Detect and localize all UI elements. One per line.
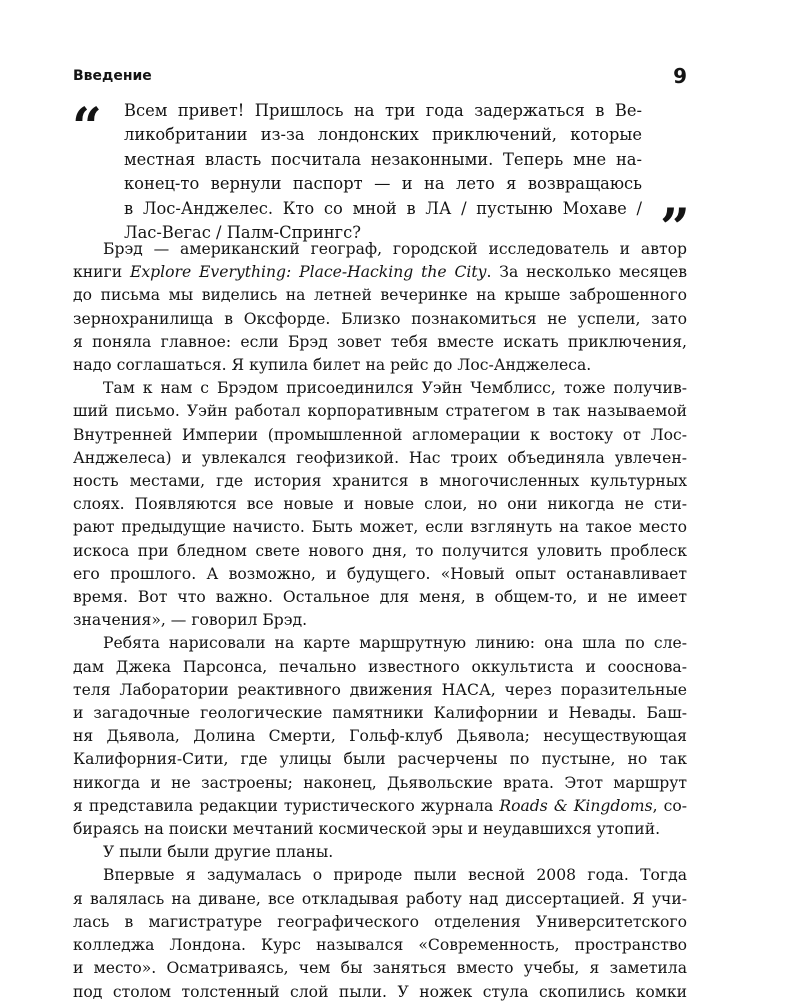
- text-line: Ребята нарисовали на карте маршрутную линию: она шла по сле-: [103, 634, 687, 653]
- quote-line: Всем привет! Пришлось на три года задержаться в Ве-: [124, 101, 642, 120]
- text-line: под столом толстенный слой пыли. У ножек стула скопились комки: [73, 982, 687, 1001]
- text-line: Калифорния-Сити, где улицы были расчерчены по пустыне, но так: [73, 750, 687, 769]
- quote-line: местная власть посчитала незаконными. Теперь мне на-: [124, 149, 642, 169]
- text-line: я представила редакции туристического журнала Roads & Kingdoms, со-: [73, 796, 687, 815]
- text-line: слоях. Появляются все новые и новые слои, но они никогда не сти-: [73, 495, 687, 514]
- text-line: бираясь на поиски мечтаний космической эры и неудавшихся утопий.: [73, 820, 661, 839]
- text-line: теля Лаборатории реактивного движения НАСА, через поразительные: [73, 680, 687, 699]
- text-line: значения», — говорил Брэд.: [73, 611, 308, 630]
- text-line: искоса при бледном свете нового дня, то получится уловить проблеск: [73, 541, 687, 560]
- opening-quote-mark: “: [72, 97, 102, 158]
- text-line: я поняла главное: если Брэд зовет тебя вместе искать приключения,: [73, 332, 687, 351]
- quote-line: конец-то вернули паспорт — и на лето я возвращаюсь: [124, 174, 642, 194]
- book-title: Explore Everything: Place-Hacking the City: [129, 263, 487, 282]
- text-line: время. Вот что важно. Остальное для меня, в общем-то, и не имеет: [73, 588, 687, 607]
- text-line: колледжа Лондона. Курс назывался «Современность, пространство: [73, 936, 687, 955]
- text-line: никогда и не застроены; наконец, Дьявольские врата. Этот маршрут: [73, 773, 687, 792]
- text-line: зернохранилища в Оксфорде. Близко познакомиться не успели, зато: [73, 309, 687, 328]
- text-line: ший письмо. Уэйн работал корпоративным стратегом в так называемой: [73, 402, 687, 421]
- closing-quote-mark: ”: [660, 198, 690, 259]
- text-line: рают предыдущие начисто. Быть может, если взглянуть на такое место: [73, 518, 687, 537]
- text-line: Там к нам с Брэдом присоединился Уэйн Чемблисс, тоже получив-: [103, 379, 687, 398]
- text-line: я валялась на диване, все откладывая работу над диссертацией. Я учи-: [73, 889, 687, 908]
- text-line: его прошлого. А возможно, и будущего. «Новый опыт останавливает: [73, 564, 687, 583]
- quote-line: в Лос-Анджелес. Кто со мной в ЛА / пустыню Мохаве /: [124, 198, 642, 218]
- text-line: и место». Осматриваясь, чем бы заняться вместо учебы, я заметила: [73, 959, 687, 978]
- text-line: Брэд — американский географ, городской исследователь и автор: [103, 240, 687, 258]
- quote-line: Лас-Вегас / Палм-Спрингс?: [124, 223, 361, 243]
- text-line: лась в магистратуре географического отделения Университетского: [73, 912, 687, 931]
- text-line: Впервые я задумалась о природе пыли весной 2008 года. Тогда: [103, 866, 687, 885]
- epigraph-quote: [124, 99, 642, 245]
- text-line: надо соглашаться. Я купила билет на рейс до Лос-Анджелеса.: [73, 356, 592, 375]
- text-line: ня Дьявола, Долина Смерти, Гольф-клуб Дьявола; несуществующая: [73, 727, 687, 746]
- text-line: Внутренней Империи (промышленной агломерации к востоку от Лос-: [73, 425, 687, 444]
- text-line: ность местами, где история хранится в многочисленных культурных: [73, 472, 687, 491]
- text-line: Анджелеса) и увлекался геофизикой. Нас троих объединяла увлечен-: [73, 448, 687, 467]
- magazine-title: Roads & Kingdoms: [499, 796, 653, 815]
- running-head: Введение: [73, 68, 152, 84]
- text-line: книги Explore Everything: Place-Hacking the City. За несколько месяцев: [73, 263, 687, 282]
- page-number: 9: [673, 64, 687, 88]
- quote-line: ликобритании из-за лондонских приключений, которые: [124, 125, 642, 145]
- body-text: [73, 238, 687, 1004]
- text-line: и загадочные геологические памятники Калифорнии и Невады. Баш-: [73, 704, 687, 723]
- text-line: до письма мы виделись на летней вечеринке на крыше заброшенного: [73, 286, 687, 305]
- text-line: дам Джека Парсонса, печально известного оккультиста и сооснова-: [73, 657, 687, 676]
- text-line: У пыли были другие планы.: [103, 843, 334, 862]
